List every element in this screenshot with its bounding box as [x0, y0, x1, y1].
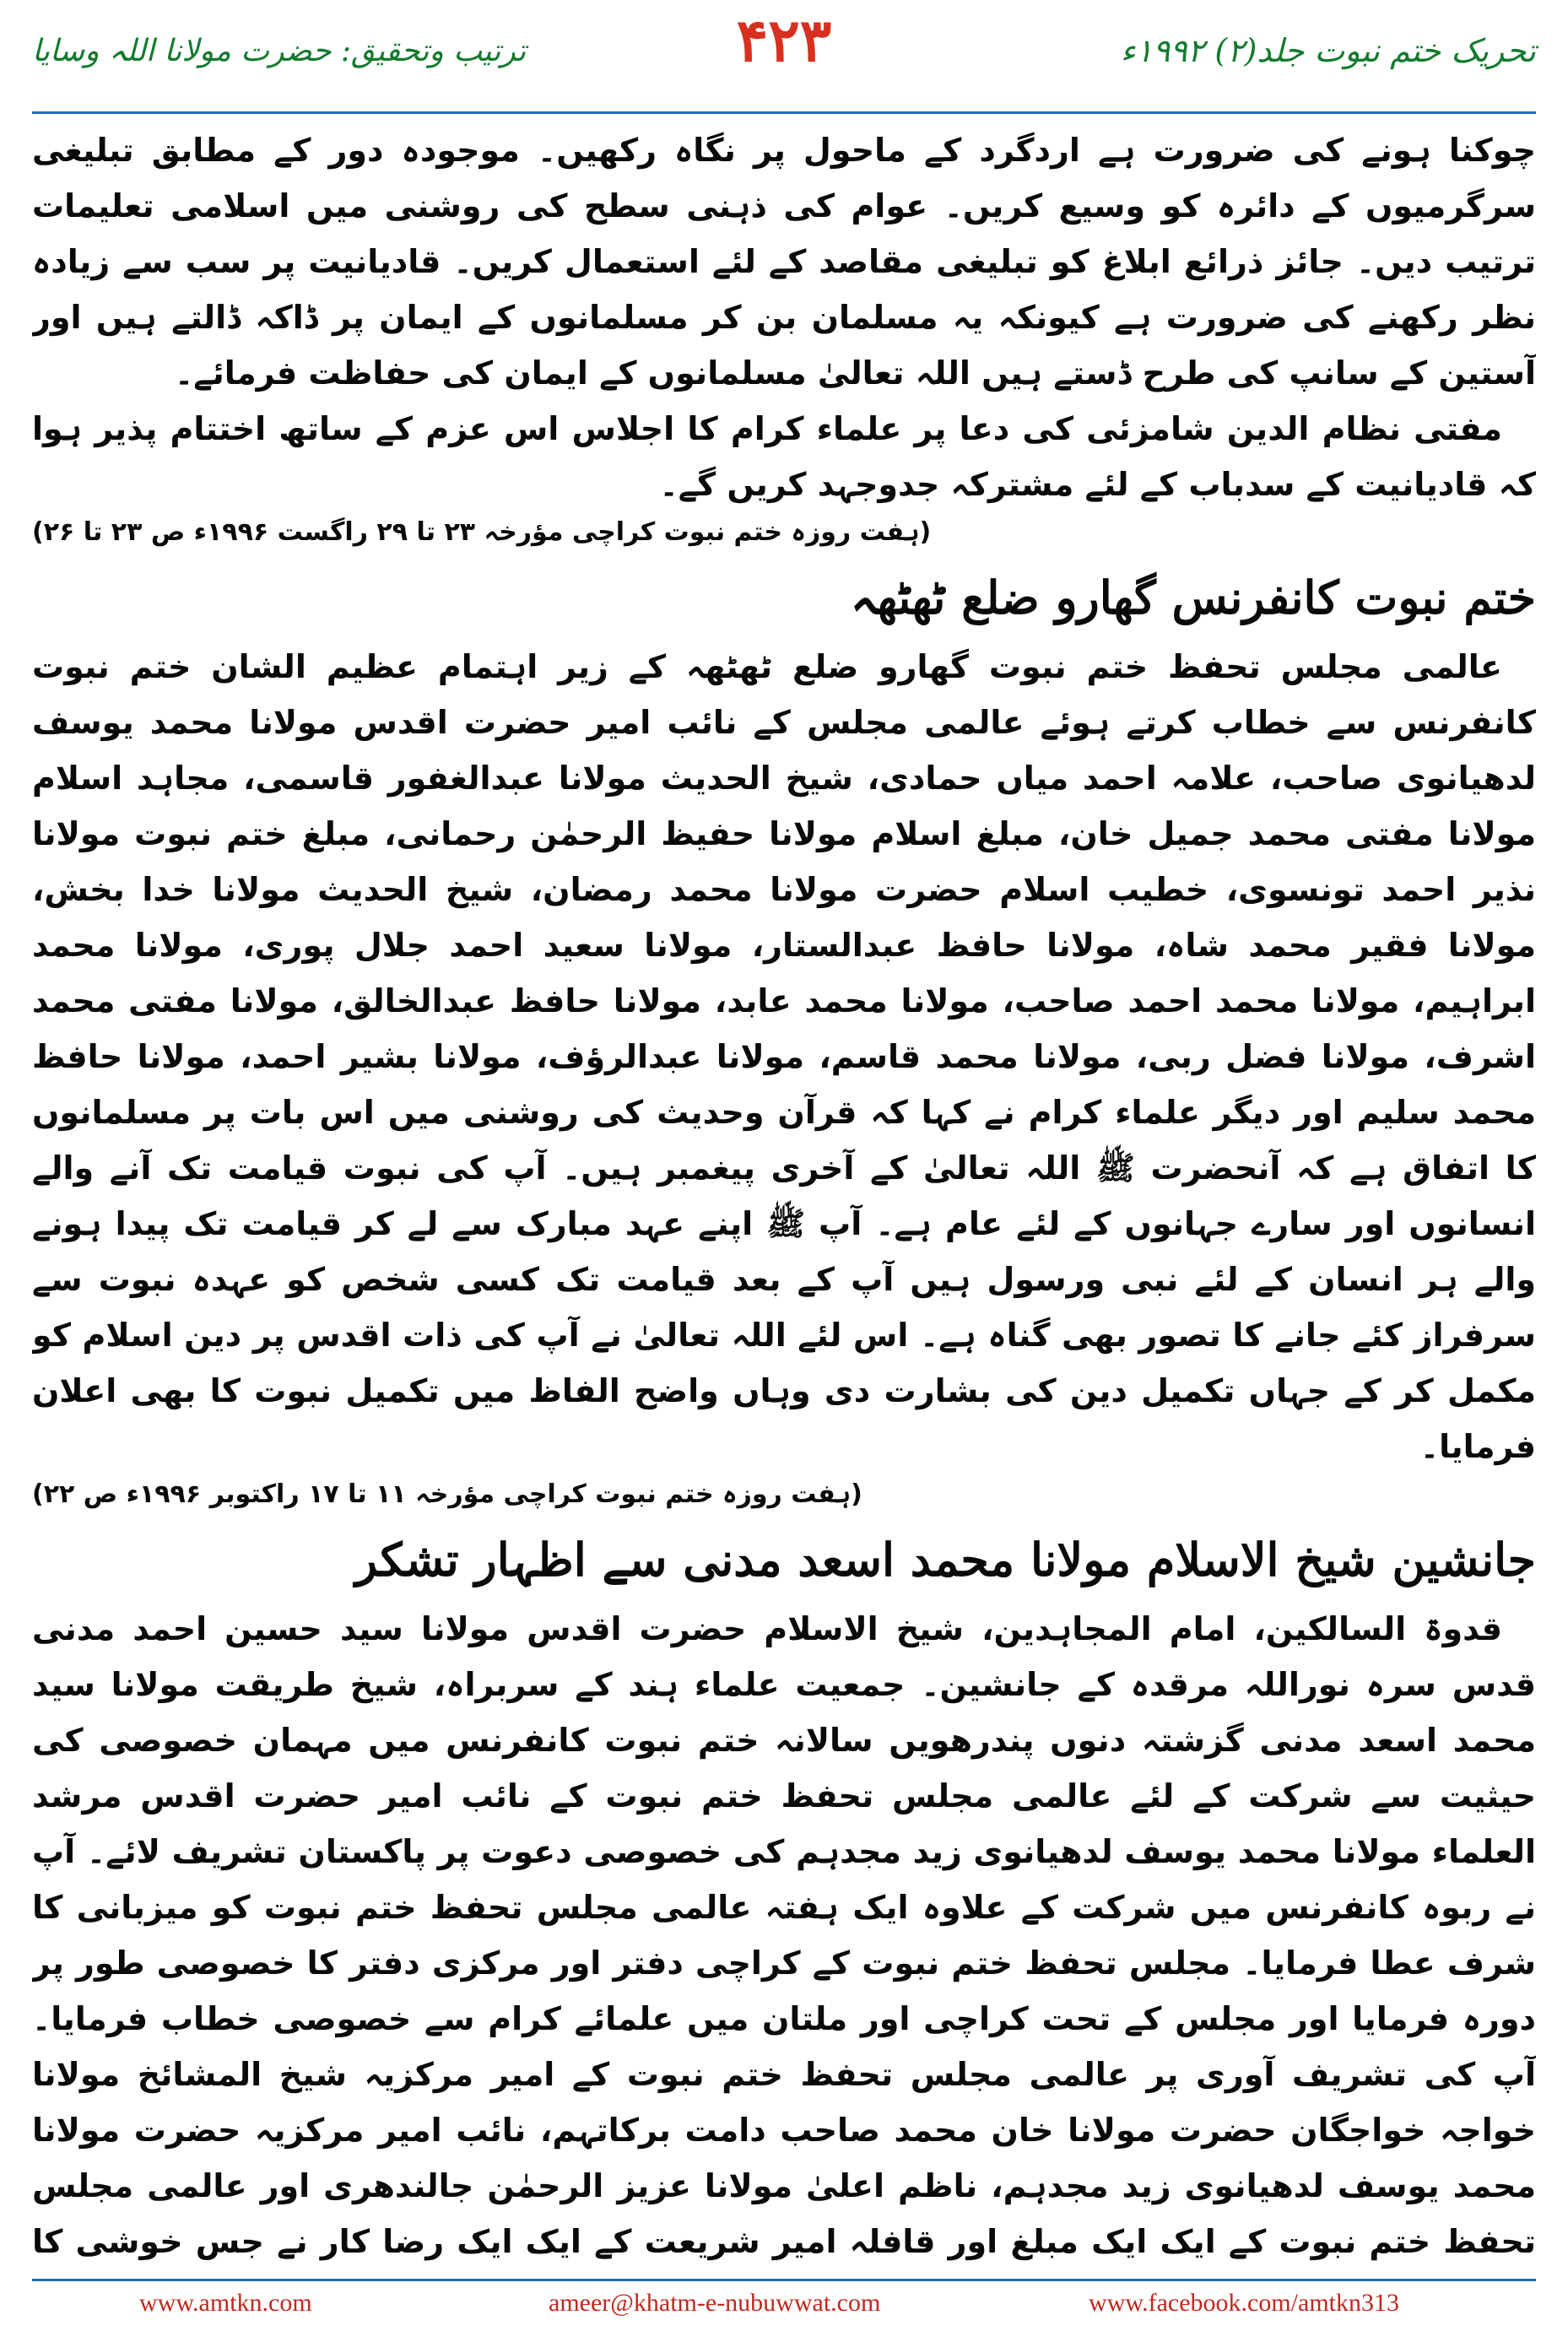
- paragraph: مفتی نظام الدین شامزئی کی دعا پر علماء کرام کا اجلاس اس عزم کے ساتھ اختتام پذیر ہوا کہ قادیانیت کے سدباب کے لئے مشترکہ جدوجہد کریں گے۔: [32, 410, 1536, 503]
- page-footer: [0, 2289, 1568, 2326]
- source-reference: (ہفت روزہ ختم نبوت کراچی مؤرخہ ۱۱ تا ۱۷ راکتوبر ۱۹۹۶ء ص ۲۲): [32, 1479, 862, 1509]
- book-title: تحریک ختم نبوت جلد(۲) ۱۹۹۲ء: [1120, 32, 1536, 69]
- compiler-credit: ترتیب وتحقیق: حضرت مولانا اللہ وسایا: [32, 34, 527, 68]
- facebook-link[interactable]: www.facebook.com/amtkn313: [1089, 2289, 1399, 2317]
- paragraph: قدوۃ السالکین، امام المجاہدین، شیخ الاسلام حضرت اقدس مولانا سید حسین احمد مدنی قدس سرہ نوراللہ مرقدہ کے جانشین۔ جمعیت علماء ہند کے سربراہ، شیخ طریقت مولانا سید محمد اسعد مدنی گزشتہ دنوں پندرھویں سالانہ ختم نبوت کانفرنس میں مہمان خصوصی کی حیثیت سے شرکت کے لئے عالمی مجلس تحفظ ختم نبوت کے نائب امیر حضرت اقدس مرشد العلماء مولانا محمد یوسف لدھیانوی زید مجدہم کی خصوصی دعوت پر پاکستان تشریف لائے۔ آپ نے ربوہ کانفرنس میں شرکت کے علاوہ ایک ہفتہ عالمی مجلس تحفظ ختم نبوت کو میزبانی کا شرف عطا فرمایا۔ مجلس تحفظ ختم نبوت کے کراچی دفتر اور مرکزی دفتر کا خصوصی طور پر دورہ فرمایا اور مجلس کے تحت کراچی اور ملتان میں علمائے کرام سے خصوصی خطاب فرمایا۔ آپ کی تشریف آوری پر عالمی مجلس تحفظ ختم نبوت کے امیر مرکزیہ شیخ المشائخ مولانا خواجہ خواجگان حضرت مولانا خان محمد صاحب دامت برکاتہم، نائب امیر مرکزیہ حضرت مولانا محمد یوسف لدھیانوی زید مجدہم، ناظم اعلیٰ مولانا عزیز الرحمٰن جالندھری اور عالمی مجلس تحفظ ختم نبوت کے ایک ایک مبلغ اور قافلہ امیر شریعت کے ایک ایک رضا کار نے جس خوشی کا: [32, 1610, 1536, 2260]
- section-intro: [32, 122, 1536, 556]
- page-header: [0, 0, 1568, 110]
- section-heading: جانشین شیخ الاسلام مولانا محمد اسعد مدنی سے اظہار تشکر: [355, 1533, 1536, 1587]
- page-body: [32, 122, 1536, 2262]
- page-number: ۴۲۳: [736, 5, 832, 75]
- section-heading: ختم نبوت کانفرنس گھارو ضلع ٹھٹھہ: [850, 571, 1536, 625]
- paragraph: چوکنا ہونے کی ضرورت ہے اردگرد کے ماحول پر نگاہ رکھیں۔ موجودہ دور کے مطابق تبلیغی سرگرمیوں کے دائرہ کو وسیع کریں۔ عوام کی ذہنی سطح کی روشنی میں اسلامی تعلیمات ترتیب دیں۔ جائز ذرائع ابلاغ کو تبلیغی مقاصد کے لئے استعمال کریں۔ قادیانیت پر سب سے زیادہ نظر رکھنے کی ضرورت ہے کیونکہ یہ مسلمان بن کر مسلمانوں کے ایمان پر ڈاکہ ڈالتے ہیں اور آستین کے سانپ کی طرح ڈستے ہیں اللہ تعالیٰ مسلمانوں کے ایمان کی حفاظت فرمائے۔: [32, 132, 1536, 392]
- website-link[interactable]: www.amtkn.com: [139, 2289, 312, 2317]
- header-divider: [32, 111, 1536, 114]
- footer-divider: [32, 2279, 1536, 2281]
- section-gharo-conference: [32, 561, 1536, 1518]
- section-gratitude: [32, 1523, 1536, 2262]
- source-reference: (ہفت روزہ ختم نبوت کراچی مؤرخہ ۲۳ تا ۲۹ راگست ۱۹۹۶ء ص ۲۳ تا ۲۶): [32, 517, 932, 547]
- paragraph: عالمی مجلس تحفظ ختم نبوت گھارو ضلع ٹھٹھہ کے زیر اہتمام عظیم الشان ختم نبوت کانفرنس سے خطاب کرتے ہوئے عالمی مجلس کے نائب امیر حضرت اقدس مولانا محمد یوسف لدھیانوی صاحب، علامہ احمد میاں حمادی، شیخ الحدیث مولانا عبدالغفور قاسمی، مجاہد اسلام مولانا مفتی محمد جمیل خان، مبلغ اسلام مولانا حفیظ الرحمٰن رحمانی، مبلغ ختم نبوت مولانا نذیر احمد تونسوی، خطیب اسلام حضرت مولانا محمد رمضان، شیخ الحدیث مولانا خدا بخش، مولانا فقیر محمد شاہ، مولانا حافظ عبدالستار، مولانا سعید احمد جلال پوری، مولانا محمد ابراہیم، مولانا محمد احمد صاحب، مولانا محمد عابد، مولانا حافظ عبدالخالق، مولانا مفتی محمد اشرف، مولانا فضل ربی، مولانا محمد قاسم، مولانا عبدالرؤف، مولانا بشیر احمد، مولانا حافظ محمد سلیم اور دیگر علماء کرام نے کہا کہ قرآن وحدیث کی روشنی میں اس بات پر مسلمانوں کا اتفاق ہے کہ آنحضرت ﷺ اللہ تعالیٰ کے آخری پیغمبر ہیں۔ آپ کی نبوت قیامت تک آنے والے انسانوں اور سارے جہانوں کے لئے عام ہے۔ آپ ﷺ اپنے عہد مبارک سے لے کر قیامت تک پیدا ہونے والے ہر انسان کے لئے نبی ورسول ہیں آپ کے بعد قیامت تک کسی شخص کو عہدہ نبوت سے سرفراز کئے جانے کا تصور بھی گناہ ہے۔ اس لئے اللہ تعالیٰ نے آپ کی ذات اقدس پر دین اسلام کو مکمل کر کے جہاں تکمیل دین کی بشارت دی وہاں واضح الفاظ میں تکمیل نبوت کا بھی اعلان فرمایا۔: [32, 648, 1536, 1465]
- email-link[interactable]: ameer@khatm-e-nubuwwat.com: [549, 2289, 881, 2317]
